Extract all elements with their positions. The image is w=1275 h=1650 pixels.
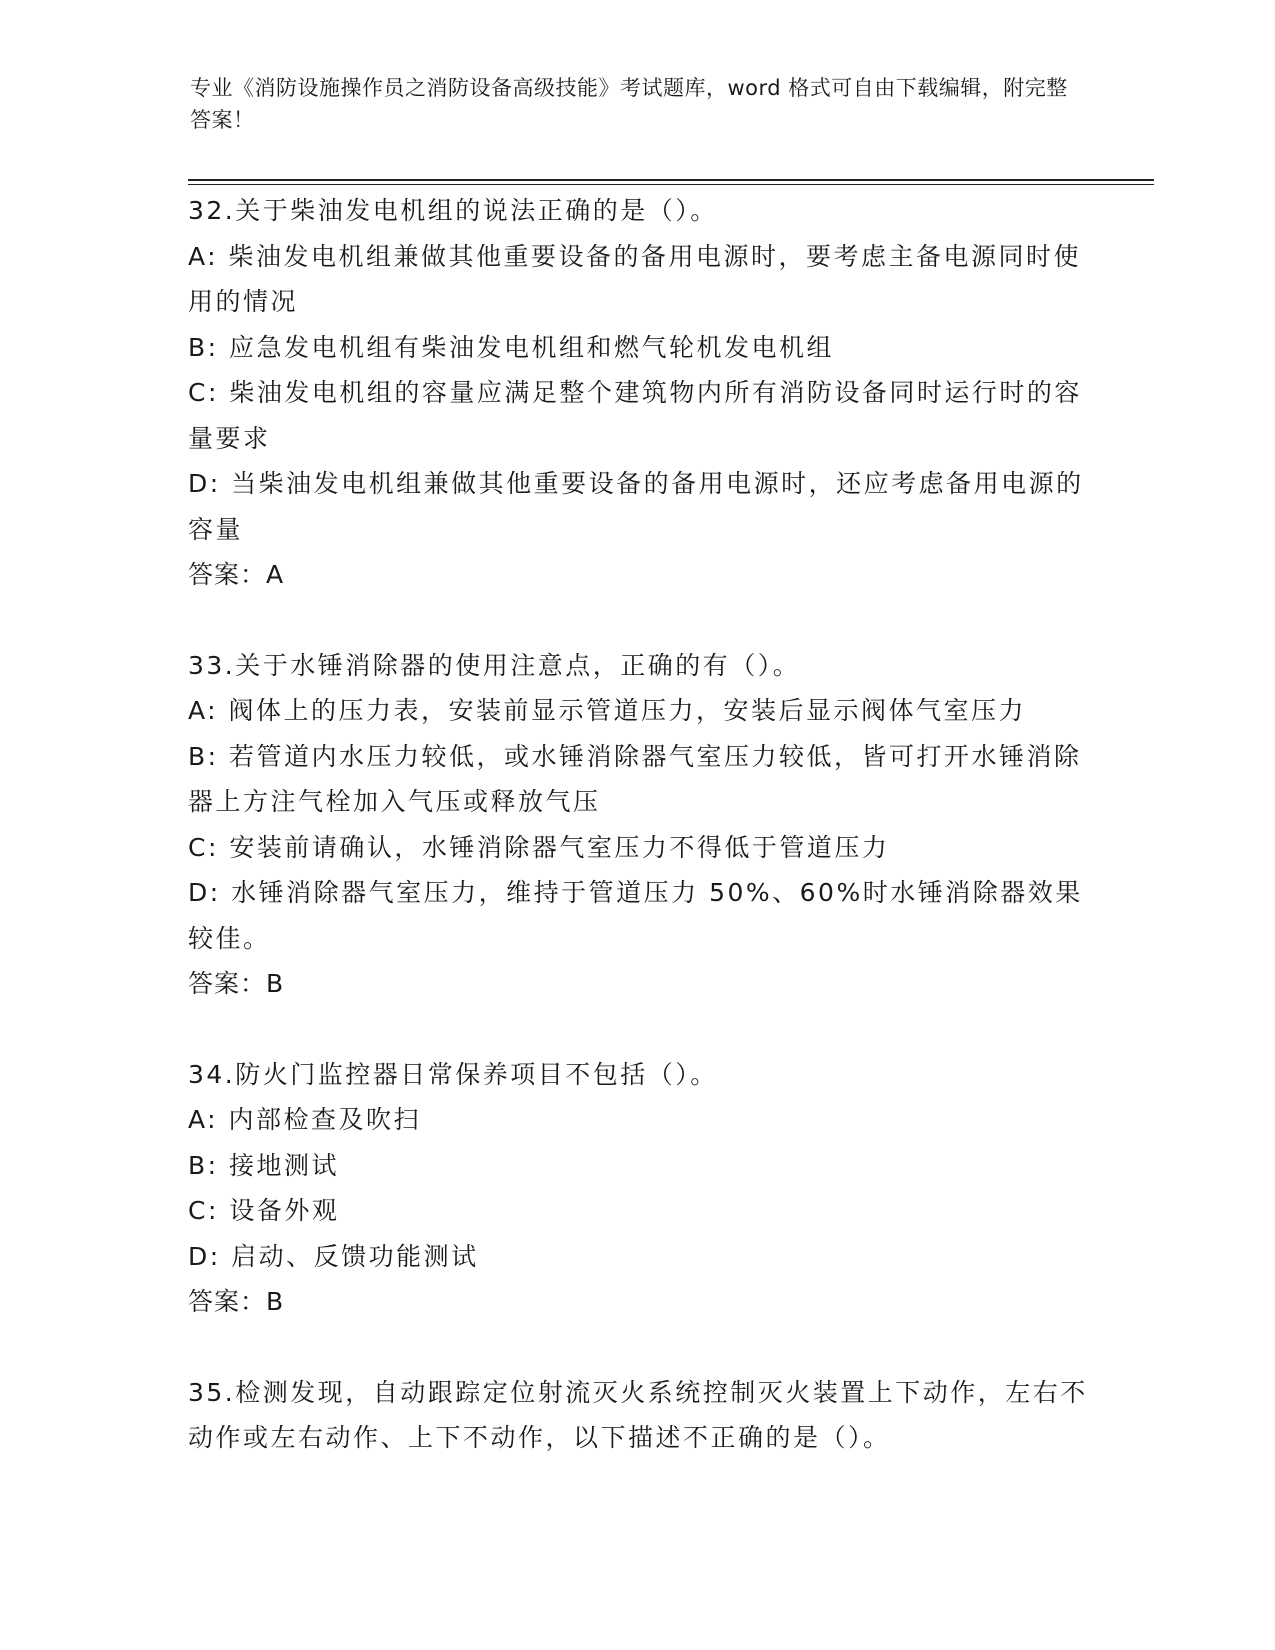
option-d: D: 启动、反馈功能测试	[188, 1241, 479, 1271]
question-stem: 33.关于水锤消除器的使用注意点，正确的有（）。	[188, 650, 801, 680]
answer-label: 答案：A	[188, 560, 285, 589]
document-header: 专业《消防设施操作员之消防设备高级技能》考试题库，word 格式可自由下载编辑，附完整答案！	[190, 76, 1068, 132]
option-a: A: 阀体上的压力表，安装前显示管道压力，安装后显示阀体气室压力	[188, 696, 1027, 725]
question-stem: 32.关于柴油发电机组的说法正确的是（）。	[188, 196, 718, 225]
question-stem: 35.检测发现，自动跟踪定位射流灭火系统控制灭火装置上下动作，左右不动作或左右动作、上下不动作，以下描述不正确的是（）。	[188, 1377, 1088, 1452]
header-rule-thin	[188, 184, 1154, 185]
question-33	[188, 643, 1088, 1007]
question-35	[188, 1370, 1088, 1461]
option-a: A: 柴油发电机组兼做其他重要设备的备用电源时，要考虑主备电源同时使用的情况	[188, 241, 1082, 316]
option-c: C: 柴油发电机组的容量应满足整个建筑物内所有消防设备同时运行时的容量要求	[188, 378, 1082, 453]
option-c: C: 设备外观	[188, 1196, 340, 1225]
option-b: B: 应急发电机组有柴油发电机组和燃气轮机发电机组	[188, 332, 835, 362]
answer-label: 答案：B	[188, 969, 285, 998]
option-b: B: 若管道内水压力较低，或水锤消除器气室压力较低，皆可打开水锤消除器上方注气栓加入气压或释放气压	[188, 741, 1082, 816]
header-rule-thick	[188, 179, 1154, 181]
question-34	[188, 1052, 1088, 1325]
option-a: A: 内部检查及吹扫	[188, 1105, 422, 1134]
question-list	[188, 188, 1088, 1506]
option-d: D: 当柴油发电机组兼做其他重要设备的备用电源时，还应考虑备用电源的容量	[188, 469, 1084, 544]
question-32	[188, 188, 1088, 598]
option-d: D: 水锤消除器气室压力，维持于管道压力 50%、60%时水锤消除器效果较佳。	[188, 878, 1083, 953]
option-c: C: 安装前请确认，水锤消除器气室压力不得低于管道压力	[188, 832, 890, 862]
question-stem: 34.防火门监控器日常保养项目不包括（）。	[188, 1059, 718, 1089]
option-b: B: 接地测试	[188, 1150, 340, 1180]
answer-label: 答案：B	[188, 1287, 285, 1316]
